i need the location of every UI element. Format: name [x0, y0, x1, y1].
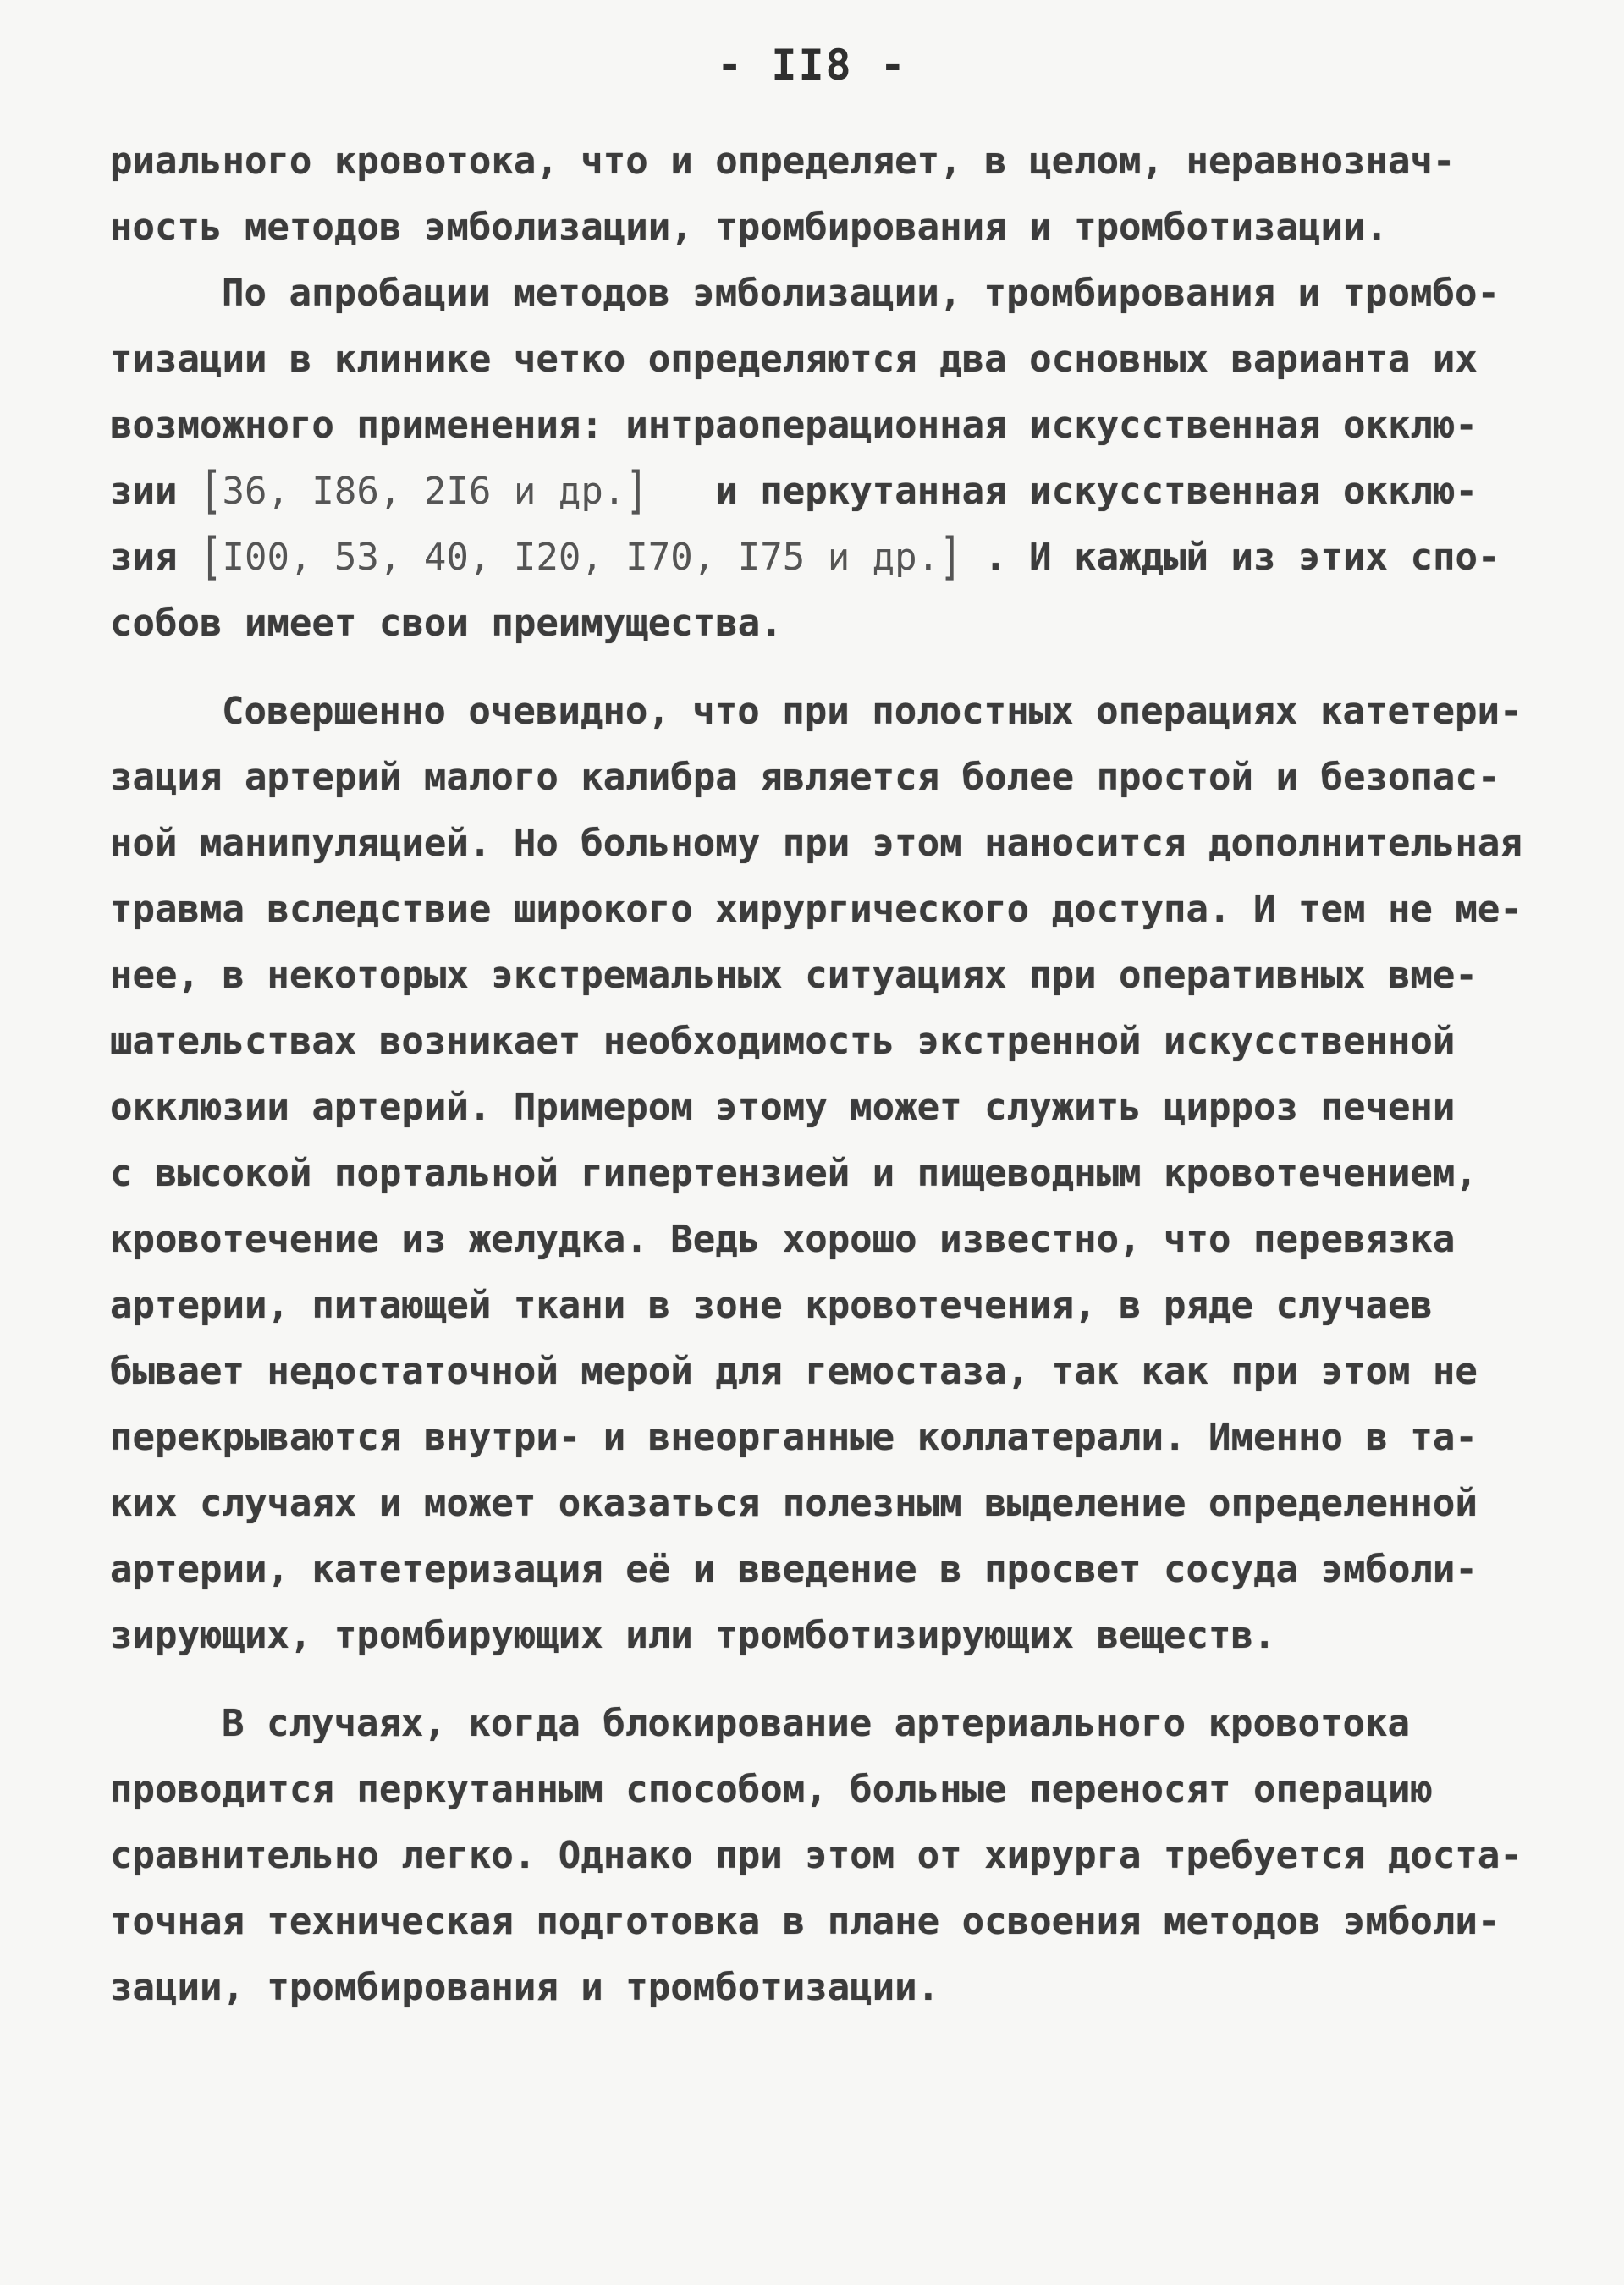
reference-line [110, 459, 1532, 525]
text-line: собов имеет свои преимущества. [110, 602, 783, 645]
text-fragment: зии [110, 470, 200, 513]
citation-refs: I00, 53, 40, I20, I70, I75 и др. [222, 536, 940, 579]
text-line: ких случаях и может оказаться полезным выделение определенной [110, 1482, 1478, 1525]
text-fragment: и перкутанная искусственная окклю- [647, 470, 1478, 513]
text-line: сравнительно легко. Однако при этом от хирурга требуется доста- [110, 1834, 1522, 1877]
text-line: шательствах возникает необходимость экстренной искусственной [110, 1020, 1456, 1063]
text-line: возможного применения: интраоперационная искусственная окклю- [110, 404, 1478, 447]
text-fragment: . И каждый из этих спо- [961, 536, 1500, 579]
text-fragment: зия [110, 536, 200, 579]
text-line: точная техническая подготовка в плане освоения методов эмболи- [110, 1900, 1500, 1943]
bracket-open: [ [199, 461, 223, 520]
text-line: ность методов эмболизации, тромбирования и тромботизации. [110, 206, 1388, 249]
text-line: зации, тромбирования и тромботизации. [110, 1966, 940, 2009]
text-line: проводится перкутанным способом, больные переносят операцию [110, 1768, 1433, 1811]
text-line: артерии, питающей ткани в зоне кровотечения, в ряде случаев [110, 1284, 1433, 1327]
bracket-close: ] [625, 461, 648, 520]
citation-refs: 36, I86, 2I6 и др. [222, 470, 626, 513]
bracket-close: ] [939, 527, 962, 586]
text-line: риального кровотока, что и определяет, в целом, неравнознач- [110, 140, 1456, 183]
text-line: кровотечение из желудка. Ведь хорошо известно, что перевязка [110, 1218, 1456, 1261]
text-line: бывает недостаточной мерой для гемостаза, так как при этом не [110, 1350, 1478, 1393]
text-line: ной манипуляцией. Но больному при этом наносится дополнительная [110, 822, 1522, 865]
text-line: зирующих, тромбирующих или тромботизирующих веществ. [110, 1614, 1276, 1657]
text-line: Совершенно очевидно, что при полостных операциях катетери- [222, 690, 1522, 733]
page-number: - II8 - [717, 41, 907, 90]
text-line: перекрываются внутри- и внеорганные коллатерали. Именно в та- [110, 1416, 1478, 1459]
text-line: окклюзии артерий. Примером этому может служить цирроз печени [110, 1086, 1456, 1129]
text-line: нее, в некоторых экстремальных ситуациях при оперативных вме- [110, 954, 1478, 997]
text-line: В случаях, когда блокирование артериального кровотока [222, 1702, 1410, 1745]
text-line: тизации в клинике четко определяются два основных варианта их [110, 338, 1478, 381]
text-line: зация артерий малого калибра является более простой и безопас- [110, 756, 1500, 799]
text-line: артерии, катетеризация её и введение в просвет сосуда эмболи- [110, 1548, 1478, 1591]
body-text [110, 129, 1532, 2021]
text-line: травма вследствие широкого хирургического доступа. И тем не ме- [110, 888, 1522, 931]
text-line: По апробации методов эмболизации, тромбирования и тромбо- [222, 272, 1500, 315]
text-line: с высокой портальной гипертензией и пищеводным кровотечением, [110, 1152, 1478, 1195]
reference-line [110, 525, 1532, 591]
bracket-open: [ [199, 527, 223, 586]
